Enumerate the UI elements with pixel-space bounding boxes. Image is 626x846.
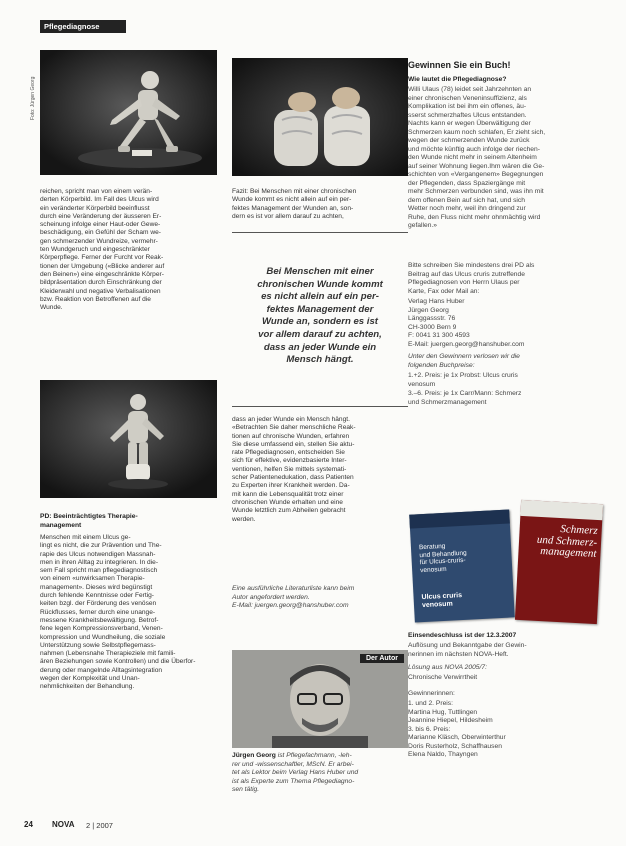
book-ulcus-subtitle: Beratung und Behandlung für Ulcus-cruris- venosum bbox=[418, 542, 467, 574]
photo-figure-standing bbox=[40, 380, 217, 498]
contest-title: Gewinnen Sie ein Buch! bbox=[408, 60, 511, 70]
prize-2: 3.–6. Preis: je 1x Carr/Mann: Schmerz und Schmerzmanagement bbox=[408, 390, 522, 406]
prizes-intro: Unter den Gewinnern verlosen wir die folgenden Buchpreise: bbox=[408, 353, 520, 369]
literature-note: Eine ausführliche Literaturliste kann beim Autor angefordert werden. E-Mail: juergen.georg@hanshuber.com bbox=[232, 585, 355, 609]
magazine-name: NOVA bbox=[52, 820, 75, 829]
col1-text-bottom: Menschen mit einem Ulcus ge- lingt es nicht, die zur Prävention und The- rapie des Ulcus notwendigen Massnah- men in ihren Alltag zu integrieren. In die- sem Fall spricht man pflegediagnostisch von einem «unwirksamen Therapie- management». Dieses wird begünstigt durch fehlende Kenntnisse oder Fertig- keiten bzgl. der Förderung des venösen Rückflusses, ferner durch eine unange- messene Krankheitsbewältigung. Betrof- fene legen Kompressionsverband, Venen- kompression und Wundheilung, die soziale Unterstützung sowie Selbstpflegemass- nahmen (Lebensnahe Therapieziele mit famili- ären Beziehungen sowie Kontrollen) und die Überfor- derung oder mangelnde Alltagsintegration wegen der Komplexität und Unan- nehmlichkeiten der Behandlung. bbox=[40, 534, 196, 691]
solution: Chronische Verwirrtheit bbox=[408, 674, 478, 681]
author-bio-text: ist Pflegefachmann, -leh- rer und -wissenschaftler, MScN. Er arbei- tet als Lektor beim Verlag Hans Huber und ist als Experte zum Thema Pflegediagno- sen tätig. bbox=[232, 752, 359, 793]
book-cover-ulcus bbox=[409, 509, 515, 622]
author-bio bbox=[232, 752, 408, 795]
winners: 1. und 2. Preis: Martina Hug, Tuttlingen Jeannine Hiepel, Hildesheim 3. bis 6. Preis: Marianne Kläsch, Oberwinterthur Doris Rusterholz, Schaffhausen Elena Naldo, Thayngen bbox=[408, 700, 506, 758]
contest-deadline: Einsendeschluss ist der 12.3.2007 bbox=[408, 632, 517, 639]
author-photo bbox=[232, 650, 408, 748]
col1-text-top: reichen, spricht man von einem verän- derten Körperbild. Im Fall des Ulcus wird ein veränderter Körperbild beeinflusst durch eine Veränderung der äusseren Er- scheinung infolge einer Haut-oder Gewe- beschädigung, ein Gefühl der Scham we- gen schmerzender Wundreize, vermehr- ten Wundgeruch und eingeschränkter Körperpflege. Ferner der Furcht vor Reak- tionen der Umgebung («Blicke anderer auf den Beinen») eine eingeschränkte Körper- bildpräsentation durch Einschränkung der Kleiderwahl und negative Verbalisationen bzw. Reaktion von Betroffenen auf die Wunde. bbox=[40, 188, 165, 312]
pull-quote: Bei Menschen mit einer chronischen Wunde kommt es nicht allein auf ein per- fektes Management der Wunde an, sondern es ist vor allem darauf zu achten, dass an jeder Wunde ein Mensch hängt. bbox=[257, 266, 383, 366]
contest-deadline-text: Auflösung und Bekanntgabe der Gewin- nerinnen im nächsten NOVA-Heft. bbox=[408, 642, 527, 658]
col2-text-mid: dass an jeder Wunde ein Mensch hängt. «Betrachten Sie daher menschliche Reak- tionen auf chronische Wunden, erfahren Sie diese umfassend ein, stellen Sie aktu- rate Pflegediagnosen, entscheiden Sie sich für effektive, evidenzbasierte Inter- ventionen, helfen Sie mittels systemati- scher Patientenedukation, dass Patienten zu Experten ihrer Krankheit werden. Da- mit kann die Lebensqualität trotz einer chronischen Wunde erhalten und eine Wunde letztlich zum Abheilen gebracht werden. bbox=[232, 416, 356, 523]
prize-1: 1.+2. Preis: je 1x Probst: Ulcus cruris venosum bbox=[408, 372, 518, 388]
contest-address: Verlag Hans Huber Jürgen Georg Länggassstr. 76 CH-3000 Bern 9 F: 0041 31 300 4593 E-Mail: juergen.georg@hanshuber.com bbox=[408, 298, 525, 348]
page-number: 24 bbox=[24, 820, 33, 829]
photo-credit: Foto: Jürgen Georg bbox=[30, 76, 36, 120]
col2-text-top: Fazit: Bei Menschen mit einer chronischen Wunde kommt es nicht allein auf ein per- fektes Management der Wunden an, son- dern es ist vor allem darauf zu achten, bbox=[232, 188, 357, 220]
photo-wooden-figure bbox=[40, 50, 217, 175]
author-name: Jürgen Georg bbox=[232, 752, 276, 759]
issue-number: 2 | 2007 bbox=[86, 821, 113, 830]
col1-subhead: PD: Beeinträchtigtes Therapie- management bbox=[40, 513, 138, 529]
pull-quote-rule-bottom bbox=[232, 406, 408, 407]
contest-entry-text: Bitte schreiben Sie mindestens drei PD als Beitrag auf das Ulcus cruris zutreffende Pflegediagnosen von Herrn Ulaus per Karte, Fax oder Mail an: bbox=[408, 262, 535, 295]
pull-quote-rule-top bbox=[232, 232, 408, 233]
book-ulcus-title: Ulcus cruris venosum bbox=[421, 592, 463, 610]
book-schmerz-title: Schmerz und Schmerz- management bbox=[536, 523, 598, 560]
winners-label: Gewinnerinnen: bbox=[408, 690, 455, 697]
author-badge: Der Autor bbox=[360, 654, 404, 663]
contest-question-text: Willi Ulaus (78) leidet seit Jahrzehnten an einer chronischen Veneninsuffizienz, als Komplikation ist bei ihm ein offenes, äu- sserst schmerzhaftes Ulcus entstanden. Nachts kann er wegen Überwältigung der Schmerzen kaum noch schlafen, Er zieht sich, wegen der schmerzenden Wunde zurück und möchte künftig auch infolge der riechen- den Wunde nicht mehr in seinem Altenheim auf seiner Wohnung liegen.Ihm wären die Ge- schichten von «Vergangenem» Begegnungen der Pflegenden, dass Spaziergänge mit mehr Schmerzen verbunden sind, was ihn mit dem offenen Bein auf sich hat, und sich Wetter noch mehr, weil ihn dringend zur Ruhe, den Fluss nicht mehr ohnmächtig wird gefallen.» bbox=[408, 86, 546, 229]
book-cover-schmerz bbox=[515, 500, 603, 624]
contest-question: Wie lautet die Pflegediagnose? bbox=[408, 76, 507, 83]
photo-bandaged-feet bbox=[232, 58, 408, 176]
solution-label: Lösung aus NOVA 2005/7: bbox=[408, 664, 487, 671]
section-tab: Pflegediagnose bbox=[40, 20, 126, 33]
